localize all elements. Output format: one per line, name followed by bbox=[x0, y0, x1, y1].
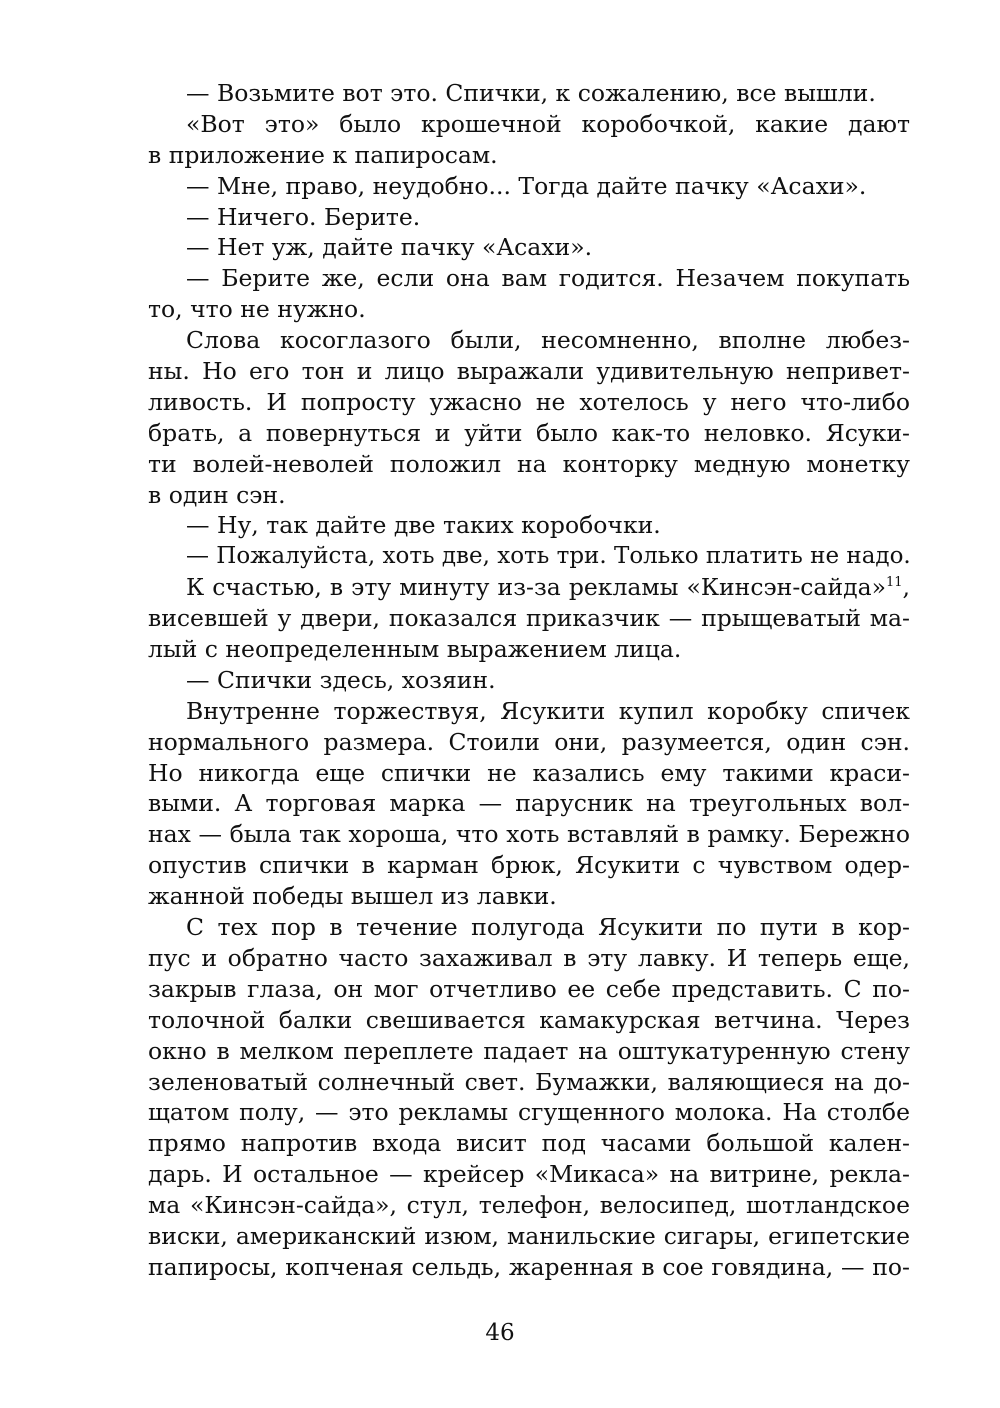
text-line: в приложение к папиросам. bbox=[148, 140, 498, 169]
text-line: — Мне, право, неудобно... Тогда дайте пачку «Асахи». bbox=[186, 171, 867, 200]
text-line: — Пожалуйста, хоть две, хоть три. Только платить не надо. bbox=[186, 543, 911, 570]
text-line: ма «Кинсэн-сайда», стул, телефон, велосипед, шотландское bbox=[148, 1191, 910, 1220]
text-line: — Берите же, если она вам годится. Незачем покупать bbox=[186, 264, 910, 293]
text-line: виски, американский изюм, манильские сигары, египетские bbox=[148, 1221, 910, 1250]
text-line: опустив спички в карман брюк, Ясукити с чувством одер- bbox=[148, 851, 910, 880]
text-line: — Спички здесь, хозяин. bbox=[186, 665, 496, 694]
text-line-content: К счастью, в эту минуту из-за рекламы «Кинсэн-сайда» bbox=[186, 573, 886, 602]
text-line: Внутренне торжествуя, Ясукити купил коробку спичек bbox=[186, 696, 910, 725]
text-line: С тех пор в течение полугода Ясукити по пути в кор- bbox=[186, 913, 910, 942]
text-line: выми. А торговая марка — парусник на треугольных вол- bbox=[148, 789, 910, 818]
text-line: то, что не нужно. bbox=[148, 295, 366, 324]
text-line: — Возьмите вот это. Спички, к сожалению, все вышли. bbox=[186, 79, 876, 107]
text-line: окно в мелком переплете падает на оштукатуренную стену bbox=[148, 1036, 910, 1065]
text-line: жанной победы вышел из лавки. bbox=[148, 882, 557, 911]
text-line: нормального размера. Стоили они, разумеется, один сэн. bbox=[148, 727, 910, 756]
text-line: папиросы, копченая сельдь, жаренная в сое говядина, — по- bbox=[148, 1252, 910, 1281]
text-line: нах — была так хороша, что хоть вставляй в рамку. Бережно bbox=[148, 820, 910, 849]
text-line-trail: , bbox=[902, 573, 910, 602]
text-line: «Вот это» было крошечной коробочкой, какие дают bbox=[186, 109, 910, 138]
text-line: толочной балки свешивается камакурская ветчина. Через bbox=[148, 1005, 910, 1034]
text-line: прямо напротив входа висит под часами большой кален- bbox=[148, 1129, 910, 1158]
text-line: брать, а повернуться и уйти было как-то неловко. Ясуки- bbox=[148, 418, 910, 447]
text-line: пус и обратно часто захаживал в эту лавку. И теперь еще, bbox=[148, 943, 910, 972]
footnote-reference: 11 bbox=[885, 575, 903, 591]
text-line bbox=[148, 572, 910, 603]
text-line: ливость. И попросту ужасно не хотелось у него что-либо bbox=[148, 387, 910, 416]
text-line: в один сэн. bbox=[148, 480, 286, 509]
text-line: ны. Но его тон и лицо выражали удивительную непривет- bbox=[148, 357, 910, 386]
text-line: лый с неопределенным выражением лица. bbox=[148, 635, 682, 664]
page-number: 46 bbox=[485, 1320, 515, 1346]
text-line: — Ничего. Берите. bbox=[186, 202, 421, 231]
text-line: закрыв глаза, он мог отчетливо ее себе представить. С по- bbox=[148, 974, 910, 1003]
page-text bbox=[148, 78, 910, 1283]
text-line: щатом полу, — это рекламы сгущенного молока. На столбе bbox=[148, 1098, 910, 1127]
text-line: висевшей у двери, показался приказчик — прыщеватый ма- bbox=[148, 604, 910, 633]
text-line: — Ну, так дайте две таких коробочки. bbox=[186, 511, 661, 540]
text-line: Но никогда еще спички не казались ему такими краси- bbox=[148, 758, 910, 787]
text-line: дарь. И остальное — крейсер «Микаса» на витрине, рекла- bbox=[148, 1160, 910, 1189]
text-line: зеленоватый солнечный свет. Бумажки, валяющиеся на до- bbox=[148, 1067, 910, 1096]
text-line: Слова косоглазого были, несомненно, вполне любез- bbox=[186, 326, 910, 355]
text-line: ти волей-неволей положил на конторку медную монетку bbox=[148, 449, 910, 478]
text-line: — Нет уж, дайте пачку «Асахи». bbox=[186, 233, 593, 262]
